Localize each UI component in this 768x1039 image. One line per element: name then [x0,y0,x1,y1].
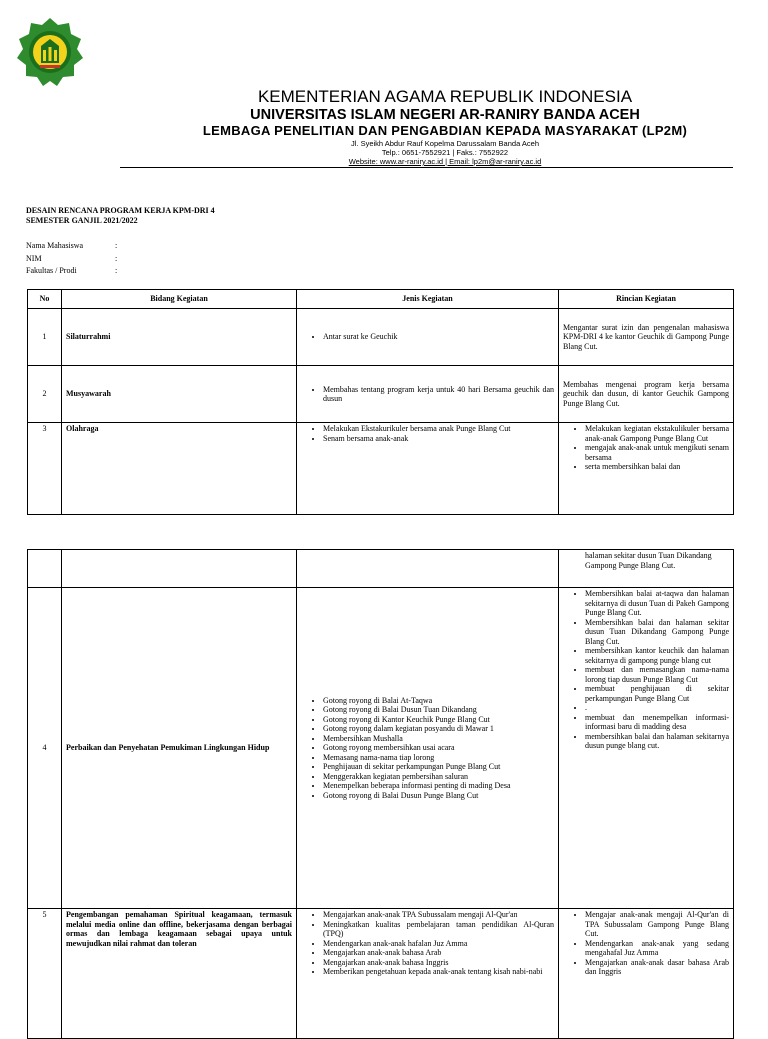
header-jenis: Jenis Kegiatan [297,290,559,309]
rincian-item: • . [585,703,729,713]
program-table-continued [27,549,734,1039]
row-bidang: Olahraga [62,423,297,515]
jenis-item: • Gotong royong di Balai Dusun Tuan Dikandang [323,705,554,715]
rincian-item: • serta membersihkan balai dan [585,462,729,472]
rincian-item: • membersihkan balai dan halaman sekitarnya dusun punge blang cut. [585,732,729,751]
table-header-row [28,290,734,309]
row-jenis [297,309,559,366]
jenis-item: • Gotong royong di Balai Dusun Punge Blang Cut [323,791,554,801]
row-jenis [297,588,559,909]
row-no: 5 [28,909,62,1039]
rincian-item: • membuat penghijauan di sekitar perkampungan Punge Blang Cut [585,684,729,703]
field-label-nim: NIM [26,254,42,263]
rincian-item: • mengajak anak-anak untuk mengikuti senam bersama [585,443,729,462]
row-rincian [559,423,734,515]
rincian-item: • membersihkan kantor keuchik dan halaman sekitarnya di gampong punge blang cut [585,646,729,665]
field-colon-nim: : [115,254,118,263]
row-rincian: Mengantar surat izin dan pengenalan mahasiswa KPM-DRI 4 ke kantor Geuchik di Gampong Punge Blang Cut. [559,309,734,366]
field-colon-fakultas: : [115,266,118,275]
jenis-item: • Senam bersama anak-anak [323,434,554,444]
rincian-item: • Mengajarkan anak-anak dasar bahasa Arab dan Inggris [585,958,729,977]
row-jenis [297,550,559,588]
ministry-heading: KEMENTERIAN AGAMA REPUBLIK INDONESIA [257,87,633,106]
jenis-item: • Gotong royong di Kantor Keuchik Punge Blang Cut [323,715,554,725]
row-rincian: Membahas mengenai program kerja bersama geuchik dan dusun, di kantor Geuchik Gampong Punge Blang Cut. [559,366,734,423]
table-row [28,588,734,909]
row-no: 2 [28,366,62,423]
jenis-item: • Melakukan Ekstakurikuler bersama anak Punge Blang Cut [323,424,554,434]
rincian-item: • membuat dan memasangkan nama-nama lorong tiap dusun Punge Blang Cut [585,665,729,684]
jenis-item: • Gotong royong membersihkan usai acara [323,743,554,753]
rincian-item: • Membersihkan balai dan halaman sekitar dusun Tuan Dikandang Gampong Punge Blang Cut. [585,618,729,647]
jenis-item: • Gotong royong dalam kegiatan posyandu di Mawar 1 [323,724,554,734]
website-line: Website: www.ar-raniry.ac.id | Email: lp2m@ar-raniry.ac.id [348,157,542,166]
letterhead-divider [120,167,733,168]
row-jenis [297,909,559,1039]
header-bidang: Bidang Kegiatan [62,290,297,309]
row-bidang: Pengembangan pemahaman Spiritual keagamaan, termasuk melalui media online dan offline, bekerjasama dengan berbagai ormas dan lembaga keagamaan sebagai upaya untuk mewujudkan nilai rahmat dan toleran [62,909,297,1039]
jenis-item: • Meningkatkan kualitas pembelajaran taman pendidikan Al-Quran (TPQ) [323,920,554,939]
field-label-fakultas: Fakultas / Prodi [26,266,77,275]
jenis-item: • Mengajarkan anak-anak bahasa Inggris [323,958,554,968]
field-colon-nama: : [115,241,118,250]
jenis-item: • Membersihkan Mushalla [323,734,554,744]
row-rincian [559,909,734,1039]
jenis-item: • Memasang nama-nama tiap lorong [323,753,554,763]
rincian-item: • Mengajar anak-anak mengaji Al-Qur'an di TPA Subussalam Gampong Punge Blang Cut. [585,910,729,939]
row-jenis [297,423,559,515]
table-row [28,550,734,588]
row-rincian [559,588,734,909]
university-heading: UNIVERSITAS ISLAM NEGERI AR-RANIRY BANDA ACEH [250,107,640,123]
field-label-nama: Nama Mahasiswa [26,241,84,250]
row-bidang: Perbaikan dan Penyehatan Pemukiman Lingkungan Hidup [62,588,297,909]
row-bidang [62,550,297,588]
row-no: 4 [28,588,62,909]
program-table [27,289,734,515]
jenis-item: • Menggerakkan kegiatan pembersihan saluran [323,772,554,782]
document-title [26,206,215,226]
row-no: 3 [28,423,62,515]
jenis-item: • Antar surat ke Geuchik [323,332,554,342]
jenis-item: • Gotong royong di Balai At-Taqwa [323,696,554,706]
row-no [28,550,62,588]
row-no: 1 [28,309,62,366]
institute-heading: LEMBAGA PENELITIAN DAN PENGABDIAN KEPADA MASYARAKAT (LP2M) [202,123,688,138]
address-line: Jl. Syeikh Abdur Rauf Kopelma Darussalam Banda Aceh [350,139,540,148]
rincian-item: • Membersihkan balai at-taqwa dan halaman sekitarnya di dusun Tuan di Pakeh Gampong Punge Blang Cut. [585,589,729,618]
table-row [28,909,734,1039]
rincian-item: • Melakukan kegiatan ekstakulikuler bersama anak-anak Gampong Punge Blang Cut [585,424,729,443]
document-title-line-2: SEMESTER GANJIL 2021/2022 [26,216,138,225]
jenis-item: • Mendengarkan anak-anak hafalan Juz Amma [323,939,554,949]
rincian-item: • membuat dan menempelkan informasi-informasi baru di madding desa [585,713,729,732]
header-rincian: Rincian Kegiatan [559,290,734,309]
jenis-item: • Mengajarkan anak-anak TPA Subussalam mengaji Al-Qur'an [323,910,554,920]
table-row [28,423,734,515]
jenis-item: • Memberikan pengetahuan kepada anak-anak tentang kisah nabi-nabi [323,967,554,977]
header-no: No [28,290,62,309]
jenis-item: • Penghijauan di sekitar perkampungan Punge Blang Cut [323,762,554,772]
jenis-item: • Membahas tentang program kerja untuk 40 hari Bersama geuchik dan dusun [323,385,554,404]
row-jenis [297,366,559,423]
rincian-item: • Mendengarkan anak-anak yang sedang mengahafal Juz Amma [585,939,729,958]
jenis-item: • Mengajarkan anak-anak bahasa Arab [323,948,554,958]
jenis-item: • Menempelkan beberapa informasi penting di mading Desa [323,781,554,791]
table-row [28,366,734,423]
phone-line: Telp.: 0651-7552921 | Faks.: 7552922 [381,148,509,157]
row-rincian-continuation: halaman sekitar dusun Tuan Dikandang Gampong Punge Blang Cut. [559,550,734,588]
uin-logo [15,17,85,87]
row-bidang: Silaturrahmi [62,309,297,366]
row-bidang: Musyawarah [62,366,297,423]
table-row [28,309,734,366]
document-title-line-1: DESAIN RENCANA PROGRAM KERJA KPM-DRI 4 [26,206,215,215]
